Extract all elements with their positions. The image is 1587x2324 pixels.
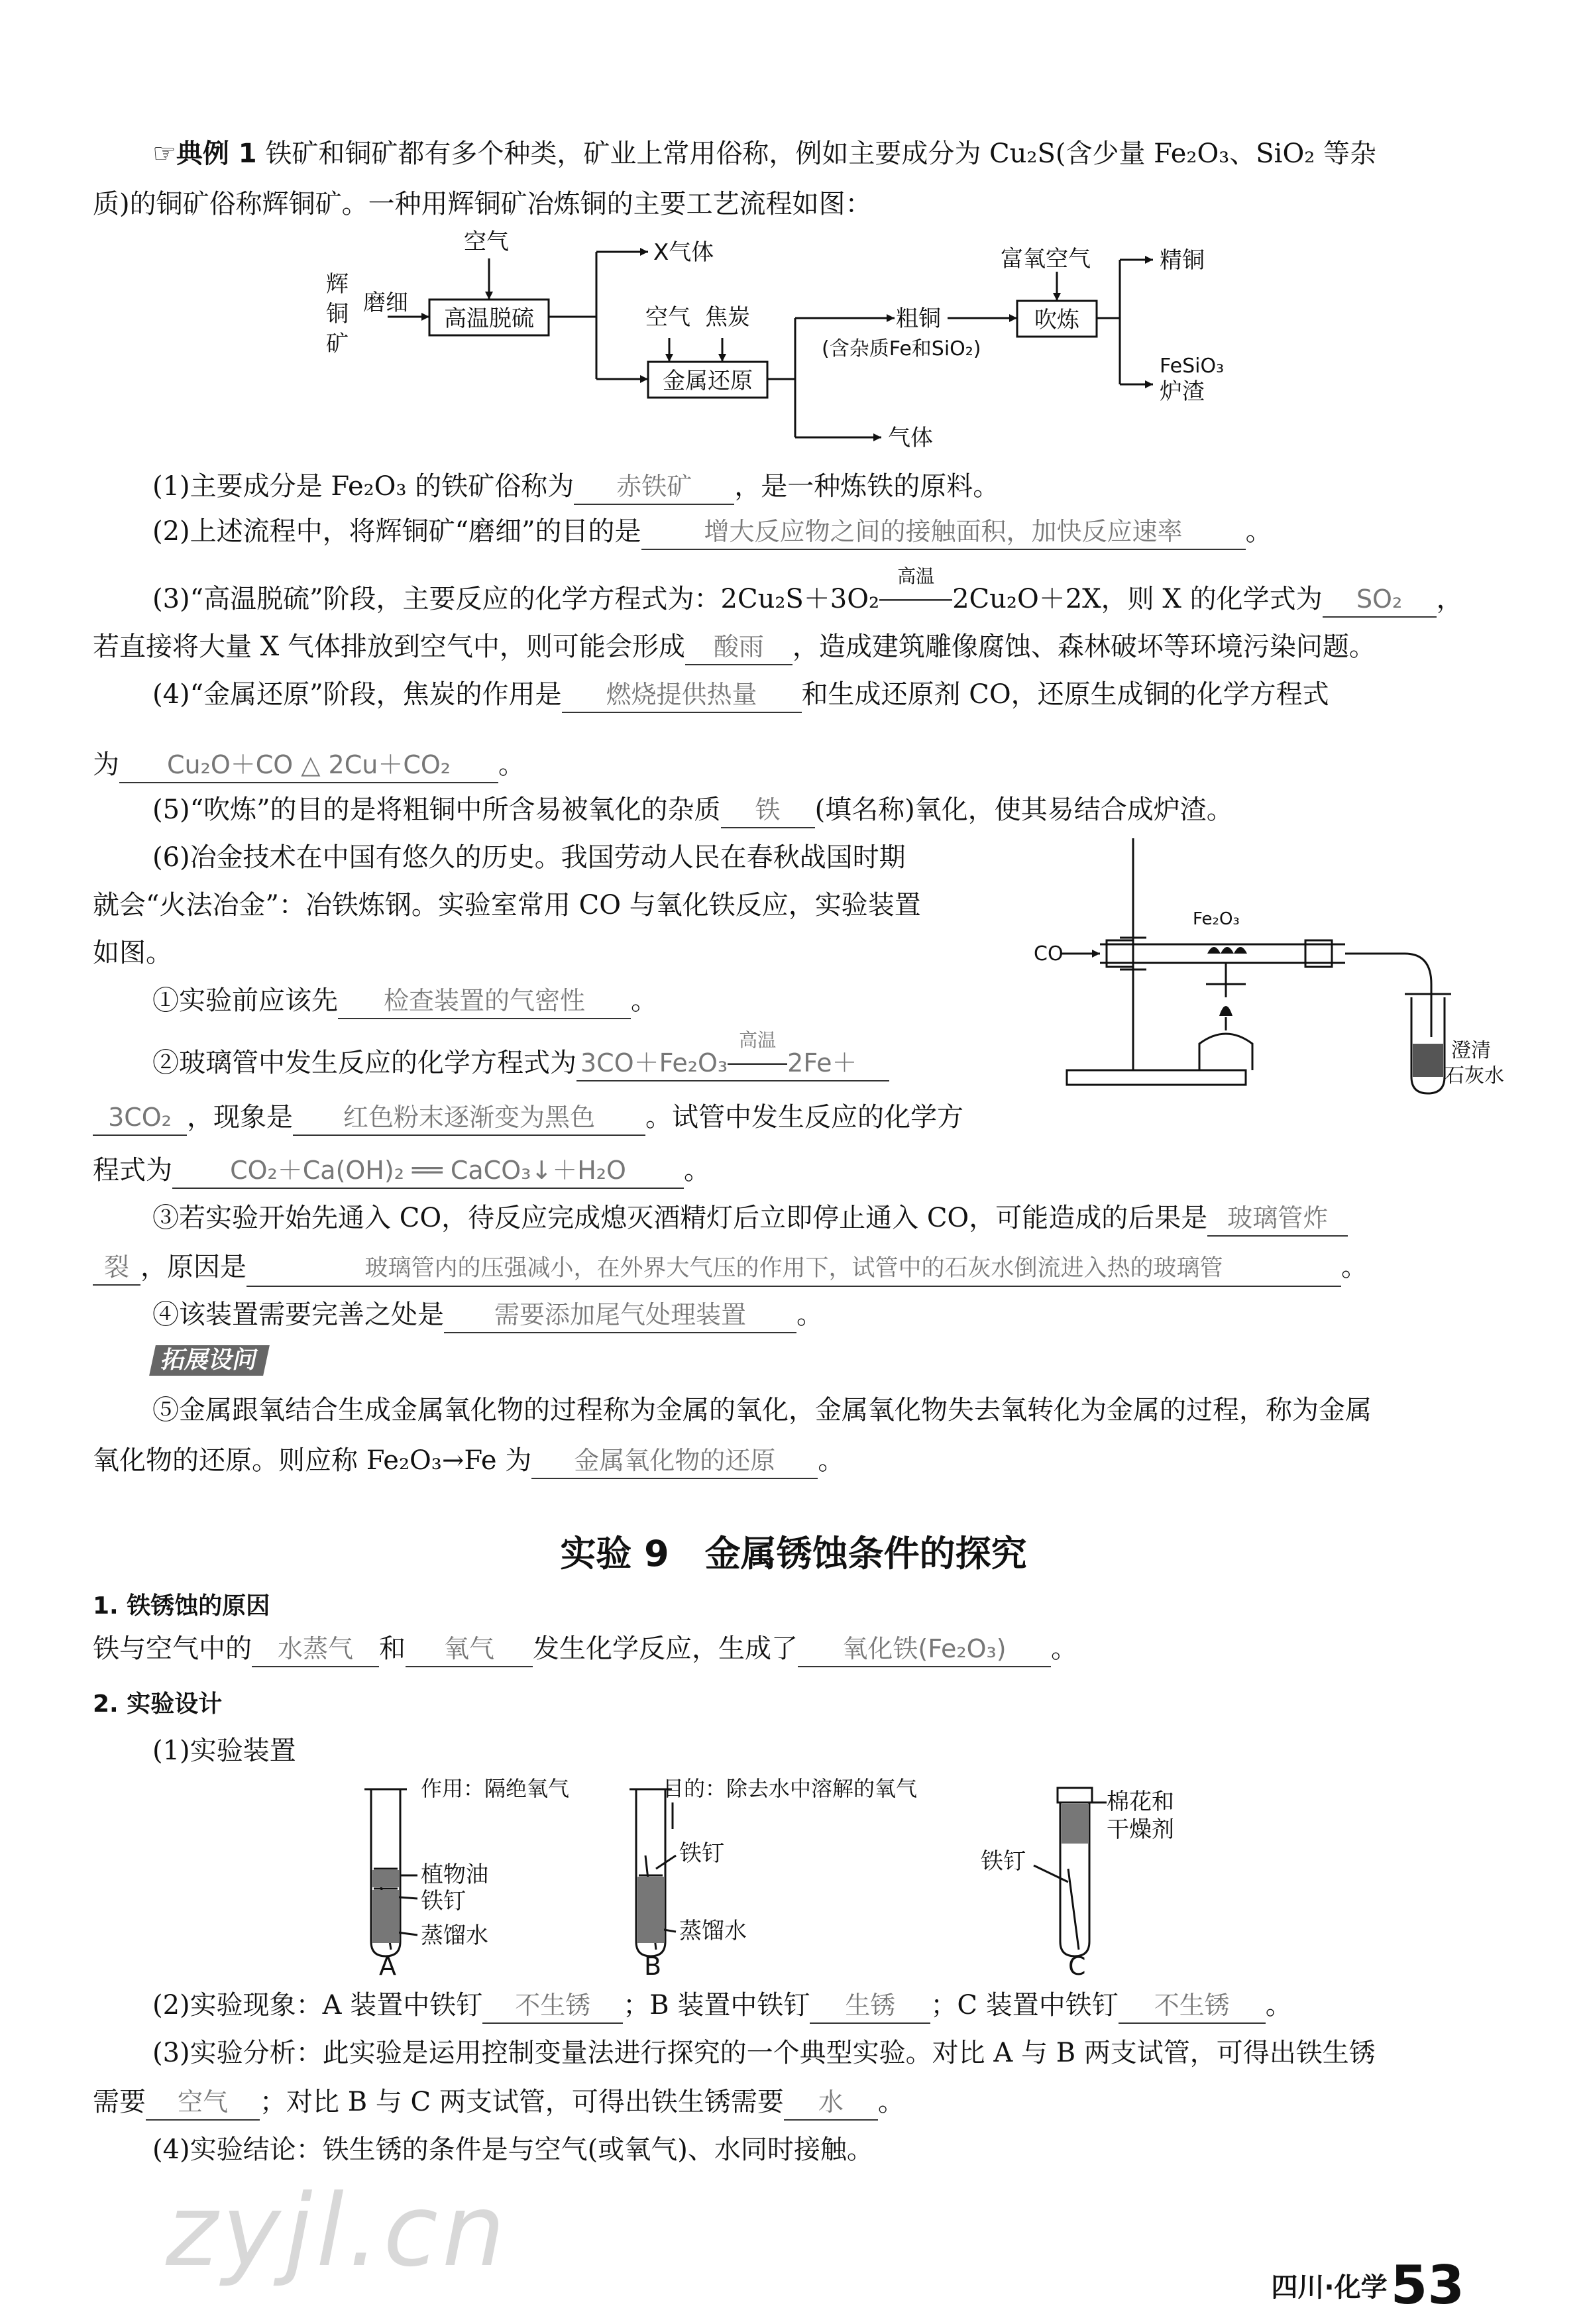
exp9-analysis-line-1: (3)实验分析：此实验是运用控制变量法进行探究的一个典型实验。对比 A 与 B 两支试管，可得出铁生锈 — [152, 2038, 1376, 2068]
flow-fine-copper: 精铜 — [1160, 247, 1205, 274]
flow-rich-air: 富氧空气 — [1001, 246, 1091, 272]
flow-air-2: 空气 — [645, 304, 690, 331]
q6-step3-post: 。 — [1341, 1252, 1368, 1282]
q1-line — [152, 469, 999, 505]
process-flowchart — [311, 225, 1272, 464]
extend-line2-text: 氧化物的还原。则应称 Fe₂O₃→Fe 为 — [93, 1445, 532, 1476]
example-intro-line-2: 质)的铜矿俗称辉铜矿。一种用辉铜矿冶炼铜的主要工艺流程如图： — [93, 189, 872, 219]
tube-b-note: 目的：除去水中溶解的氧气 — [663, 1776, 918, 1801]
q4-answer-2: Cu₂O＋CO △ 2Cu＋CO₂ — [119, 747, 498, 783]
flow-crude-copper: 粗铜 — [896, 305, 941, 332]
q6-step4-answer: 需要添加尾气处理装置 — [444, 1298, 796, 1333]
q6-step4-line — [152, 1298, 823, 1333]
flow-crude-note: (含杂质Fe和SiO₂) — [822, 337, 981, 360]
q2-text-post: 。 — [1245, 516, 1272, 547]
exp9-phenomenon-line — [152, 1988, 1292, 2024]
flow-coke: 焦炭 — [705, 304, 750, 331]
extend-badge-text: 拓展设问 — [158, 1347, 260, 1374]
q6-step2-line-3 — [93, 1153, 710, 1189]
q6-step2-answer-b: 2Fe＋ — [787, 1048, 857, 1078]
flow-grind: 磨细 — [363, 290, 408, 316]
q6-step2-line-2 — [93, 1100, 963, 1136]
exp9-p3-answer-a: 空气 — [146, 2085, 260, 2121]
extend-line2-post: 。 — [818, 1445, 845, 1476]
q5-line — [152, 793, 1233, 828]
tube-a-note: 作用：隔绝氧气 — [421, 1776, 570, 1801]
exp9-title: 实验 9 金属锈蚀条件的探究 — [560, 1533, 1027, 1575]
q6-step2-post: 。试管中发生反应的化学方 — [645, 1102, 963, 1133]
exp9-reason-answer-1: 水蒸气 — [252, 1632, 379, 1667]
exp9-p3-answer-b: 水 — [784, 2085, 878, 2121]
flow-box-reduce: 金属还原 — [663, 368, 753, 394]
q6-step1-text: ①实验前应该先 — [152, 985, 338, 1016]
exp9-reason-post: 。 — [1051, 1633, 1077, 1664]
exp9-p2-answer-c: 不生锈 — [1119, 1988, 1266, 2024]
exp9-reason-mid-2: 发生化学反应，生成了 — [533, 1633, 798, 1664]
extend-line-1: ⑤金属跟氧结合生成金属氧化物的过程称为金属的氧化，金属氧化物失去氧转化为金属的过程，称为金属 — [152, 1395, 1372, 1425]
q3-line-1 — [152, 565, 1463, 618]
exp9-heading-2: 2. 实验设计 — [93, 1690, 223, 1718]
tube-a-water: 蒸馏水 — [421, 1922, 488, 1949]
flow-box-blow: 吹炼 — [1034, 307, 1079, 333]
exp9-p2-answer-a: 不生锈 — [482, 1988, 623, 2024]
q6-step4-text: ④该装置需要完善之处是 — [152, 1300, 444, 1330]
q6-step2-mid: ，现象是 — [187, 1102, 293, 1133]
apparatus-co-label: CO — [1034, 942, 1064, 966]
q2-text: (2)上述流程中，将辉铜矿“磨细”的目的是 — [152, 516, 641, 547]
q4-text-post: 和生成还原剂 CO，还原生成铜的化学方程式 — [801, 679, 1329, 710]
rust-experiment-tubes — [345, 1776, 1272, 1981]
q6-step3-answer: 玻璃管炸 — [1207, 1201, 1348, 1237]
q6-step2-text: ②玻璃管中发生反应的化学方程式为 — [152, 1048, 576, 1078]
tube-a-oil: 植物油 — [421, 1861, 488, 1888]
q3-line2-post: ，造成建筑雕像腐蚀、森林破坏等环境污染问题。 — [792, 632, 1376, 662]
flow-gas: 气体 — [888, 425, 933, 451]
q4-line2-text: 为 — [93, 749, 119, 780]
exp9-conclusion: (4)实验结论：铁生锈的条件是与空气(或氧气)、水同时接触。 — [152, 2134, 873, 2165]
flow-ore-2: 铜 — [326, 301, 349, 327]
q2-answer: 增大反应物之间的接触面积，加快反应速率 — [641, 514, 1246, 550]
tube-b-label: B — [644, 1952, 662, 1981]
exp9-heading-1: 1. 铁锈蚀的原因 — [93, 1592, 270, 1620]
q3-answer: SO₂ — [1323, 582, 1437, 618]
extend-badge — [149, 1345, 270, 1376]
flow-air-1: 空气 — [464, 229, 509, 255]
q1-text: (1)主要成分是 Fe₂O₃ 的铁矿俗称为 — [152, 471, 575, 502]
exp9-p2-mid-2: ；C 装置中铁钉 — [930, 1990, 1119, 2020]
q6-step3-line-1 — [152, 1201, 1348, 1237]
flow-box-desulfur: 高温脱硫 — [444, 305, 534, 332]
watermark: zyjl.cn — [166, 2174, 510, 2289]
q1-answer: 赤铁矿 — [574, 469, 734, 505]
tube-c-nail: 铁钉 — [981, 1848, 1026, 1875]
exp9-p3-post: 。 — [877, 2087, 904, 2117]
tube-c-cotton-1: 棉花和 — [1107, 1789, 1174, 1815]
q5-text-post: (填名称)氧化，使其易结合成炉渣。 — [814, 795, 1233, 825]
q6-step3-text: ③若实验开始先通入 CO，待反应完成熄灭酒精灯后立即停止通入 CO，可能造成的后果是 — [152, 1203, 1208, 1233]
q4-text: (4)“金属还原”阶段，焦炭的作用是 — [152, 679, 562, 710]
q6-step2-l3-post: 。 — [684, 1155, 710, 1186]
apparatus-lime-2: 石灰水 — [1445, 1064, 1504, 1087]
exp9-reason-mid-1: 和 — [379, 1633, 406, 1664]
exp9-reason-text: 铁与空气中的 — [93, 1633, 252, 1664]
q6-step4-post: 。 — [796, 1300, 823, 1330]
exp9-p2-answer-b: 生锈 — [810, 1988, 930, 2024]
q6-step2-line-1 — [152, 1029, 889, 1081]
q6-step3-answer-2: 玻璃管内的压强减小，在外界大气压的作用下，试管中的石灰水倒流进入热的玻璃管 — [246, 1251, 1341, 1287]
q3-answer-2: 酸雨 — [685, 630, 793, 665]
flow-x-gas: X气体 — [653, 239, 714, 266]
q6-step2-condition-arrow — [728, 1029, 787, 1080]
q6-step2-answer-c: 3CO₂ — [93, 1100, 187, 1136]
flow-slag: 炉渣 — [1160, 378, 1205, 405]
q6-step2-answer-a: 3CO＋Fe₂O₃ — [580, 1048, 728, 1078]
flow-fesio3: FeSiO₃ — [1160, 355, 1225, 378]
footer-region: 四川·化学 — [1271, 2272, 1388, 2303]
exp9-p2-text: (2)实验现象：A 装置中铁钉 — [152, 1990, 483, 2020]
q6-step1-post: 。 — [631, 985, 657, 1016]
example-intro-line-1 — [152, 137, 1376, 171]
q4-line2-post: 。 — [498, 749, 525, 780]
tube-a-label: A — [379, 1952, 396, 1981]
apparatus-lime-1: 澄清 — [1451, 1039, 1491, 1062]
exp9-reason-answer-2: 氧气 — [406, 1632, 533, 1667]
tube-a-nail: 铁钉 — [421, 1888, 466, 1914]
q4-answer: 燃烧提供热量 — [562, 677, 802, 713]
tube-c-label: C — [1068, 1952, 1086, 1981]
q3-text: (3)“高温脱硫”阶段，主要反应的化学方程式为：2Cu₂S＋3O₂ — [152, 584, 880, 614]
tube-b-water: 蒸馏水 — [679, 1918, 747, 1944]
page-footer — [1271, 2254, 1464, 2316]
tube-b-nail: 铁钉 — [679, 1840, 724, 1867]
exp9-p2-post: 。 — [1265, 1990, 1292, 2020]
q6-step2-answer-3: CO₂＋Ca(OH)₂ ══ CaCO₃↓＋H₂O — [172, 1153, 684, 1189]
example-tag: ☞典例 1 — [152, 138, 257, 169]
q3-text-post: ， — [1436, 584, 1463, 614]
q6-step3-line-2 — [93, 1250, 1368, 1287]
q5-text: (5)“吹炼”的目的是将粗铜中所含易被氧化的杂质 — [152, 795, 721, 825]
q6-step3-mid: ，原因是 — [140, 1252, 246, 1282]
flow-ore-1: 辉 — [326, 271, 349, 298]
exp9-sub-1: (1)实验装置 — [152, 1736, 296, 1766]
q1-text-post: ，是一种炼铁的原料。 — [734, 471, 1000, 502]
exp9-p3-mid: ；对比 B 与 C 两支试管，可得出铁生锈需要 — [260, 2087, 784, 2117]
q6-line-2: 就会“火法冶金”：冶铁炼钢。实验室常用 CO 与氧化铁反应，实验装置 — [93, 890, 921, 920]
q6-step2-answer-2: 红色粉末逐渐变为黑色 — [293, 1100, 645, 1136]
q6-line-1: (6)冶金技术在中国有悠久的历史。我国劳动人民在春秋战国时期 — [152, 842, 906, 873]
q3-condition-arrow — [879, 565, 952, 616]
exp9-analysis-line-2 — [93, 2085, 904, 2121]
extend-answer: 金属氧化物的还原 — [531, 1443, 818, 1479]
q3-line-2 — [93, 630, 1376, 665]
tube-c-cotton-2: 干燥剂 — [1107, 1816, 1174, 1843]
exp9-p3-text: 需要 — [93, 2087, 146, 2117]
q3-text-2: 2Cu₂O＋2X，则 X 的化学式为 — [952, 584, 1323, 614]
extend-line-2 — [93, 1443, 844, 1479]
q5-answer: 铁 — [721, 793, 815, 828]
exp9-reason-line — [93, 1632, 1077, 1667]
flow-ore-3: 矿 — [326, 331, 349, 357]
apparatus-fe2o3-label: Fe₂O₃ — [1193, 909, 1240, 929]
q2-line — [152, 514, 1272, 550]
q6-step1-line — [152, 983, 657, 1019]
q3-condition: 高温 — [897, 565, 935, 587]
q4-line-2 — [93, 747, 525, 783]
page-number: 53 — [1390, 2254, 1464, 2316]
q6-step2-answer — [576, 1029, 889, 1081]
q4-line-1 — [152, 677, 1329, 713]
exp9-reason-answer-3: 氧化铁(Fe₂O₃) — [798, 1632, 1051, 1667]
q6-line-3: 如图。 — [93, 938, 172, 968]
q6-step1-answer: 检查装置的气密性 — [338, 983, 631, 1019]
q6-step2-l3-text: 程式为 — [93, 1155, 172, 1186]
q6-step2-condition: 高温 — [739, 1029, 777, 1051]
q3-line2-text: 若直接将大量 X 气体排放到空气中，则可能会形成 — [93, 632, 685, 662]
exp9-p2-mid-1: ；B 装置中铁钉 — [623, 1990, 810, 2020]
co-reduction-apparatus — [1034, 832, 1504, 1103]
q6-step3-answer-b: 裂 — [93, 1250, 140, 1286]
example-intro-text-1: 铁矿和铜矿都有多个种类，矿业上常用俗称，例如主要成分为 Cu₂S(含少量 Fe₂O₃、SiO₂ 等杂 — [265, 138, 1377, 169]
